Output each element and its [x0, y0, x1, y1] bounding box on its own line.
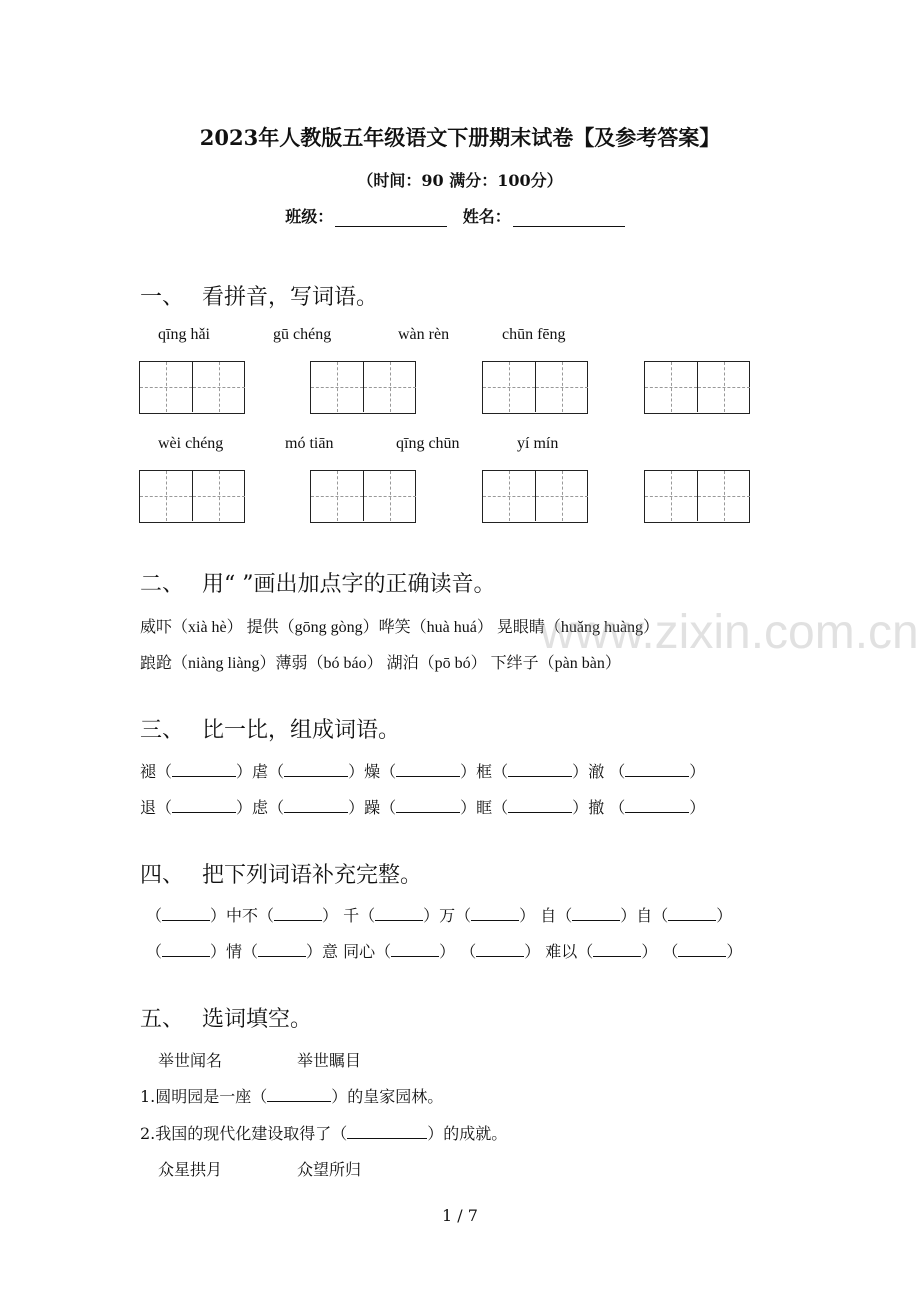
pinyin-label: qīng chūn	[396, 435, 460, 452]
pinyin-label: yí mín	[517, 435, 559, 452]
answer-blank[interactable]	[508, 798, 572, 813]
char: 虐	[252, 762, 269, 781]
answer-blank[interactable]	[258, 942, 306, 957]
section-title: 用“ ”画出加点字的正确读音。	[202, 572, 496, 597]
page-number: 1 / 7	[442, 1206, 478, 1225]
answer-blank[interactable]	[668, 906, 716, 921]
tianzige-box[interactable]	[644, 361, 750, 414]
tianzige-box[interactable]	[139, 470, 245, 523]
answer-blank[interactable]	[572, 906, 620, 921]
tianzige-box[interactable]	[139, 361, 245, 414]
question-1: 1.圆明园是一座（ ）的皇家园林。	[140, 1087, 444, 1106]
pinyin-label: qīng hǎi	[158, 326, 210, 343]
tianzige-box[interactable]	[310, 361, 416, 414]
pinyin-label: wàn rèn	[398, 326, 450, 343]
section-title: 选词填空。	[202, 1007, 313, 1032]
answer-blank[interactable]	[476, 942, 524, 957]
answer-blank[interactable]	[593, 942, 641, 957]
word-choice-2: 举世瞩目	[297, 1051, 362, 1070]
section-5-heading	[140, 1002, 312, 1033]
answer-blank[interactable]	[267, 1087, 331, 1102]
answer-blank[interactable]	[172, 762, 236, 777]
tianzige-box[interactable]	[482, 361, 588, 414]
section-number: 五、	[140, 1007, 185, 1032]
char: 眶	[476, 798, 493, 817]
compare-row-2: 退（ ）虑（ ）躁（ ）眶（ ）撤 （ ）	[140, 798, 706, 817]
answer-blank[interactable]	[625, 798, 689, 813]
word-choice-3: 众星拱月	[158, 1160, 223, 1179]
student-info-line	[0, 204, 920, 227]
section-2-heading	[140, 567, 496, 598]
section-number: 二、	[140, 572, 185, 597]
answer-blank[interactable]	[396, 798, 460, 813]
answer-blank[interactable]	[678, 942, 726, 957]
word-choice-4: 众望所归	[297, 1160, 362, 1179]
name-blank[interactable]	[513, 208, 625, 227]
answer-blank[interactable]	[508, 762, 572, 777]
tianzige-box[interactable]	[482, 470, 588, 523]
question-2: 2.我国的现代化建设取得了（ ）的成就。	[140, 1124, 508, 1143]
watermark: www.zixin.com.cn	[540, 606, 919, 659]
document-title: 2023年人教版五年级语文下册期末试卷【及参考答案】	[199, 125, 721, 150]
answer-blank[interactable]	[471, 906, 519, 921]
section-title: 看拼音，写词语。	[202, 285, 379, 310]
pinyin-label: mó tiān	[285, 435, 334, 452]
section-number: 一、	[140, 285, 185, 310]
pinyin-label: gū chéng	[273, 326, 332, 343]
answer-blank[interactable]	[274, 906, 322, 921]
pinyin-label: chūn fēng	[502, 326, 566, 343]
tianzige-box[interactable]	[310, 470, 416, 523]
char: 褪	[140, 762, 157, 781]
answer-blank[interactable]	[375, 906, 423, 921]
idiom-row-2: （ ）情（ ）意 同心（ ） （ ） 难以（ ） （ ）	[146, 942, 743, 961]
section-number: 四、	[140, 863, 185, 888]
char: 澈	[588, 762, 610, 781]
reading-line-2: 踉跄（niàng liàng）薄弱（bó báo） 湖泊（pō bó） 下绊子（pàn bàn）	[140, 655, 621, 672]
char: 退	[140, 798, 157, 817]
section-title: 比一比，组成词语。	[202, 718, 401, 743]
char: 撤	[588, 798, 610, 817]
exam-info: （时间：90 满分：100分）	[357, 171, 563, 190]
idiom-row-1: （ ）中不（ ） 千（ ）万（ ） 自（ ）自（ ）	[146, 906, 733, 925]
tianzige-box[interactable]	[644, 470, 750, 523]
section-4-heading	[140, 858, 422, 889]
section-number: 三、	[140, 718, 185, 743]
compare-row-1: 褪（ ）虐（ ）燥（ ）框（ ）澈 （ ）	[140, 762, 706, 781]
reading-line-1: 威吓（xià hè） 提供（gōng gòng）哗笑（huà huá） 晃眼睛（huǎng huàng）	[140, 619, 660, 636]
class-blank[interactable]	[335, 208, 447, 227]
pinyin-label: wèi chéng	[158, 435, 224, 452]
section-1-heading	[140, 280, 378, 311]
char: 燥	[364, 762, 381, 781]
answer-blank[interactable]	[396, 762, 460, 777]
section-3-heading	[140, 713, 400, 744]
char: 躁	[364, 798, 381, 817]
class-label: 班级：	[285, 207, 334, 226]
answer-blank[interactable]	[347, 1124, 427, 1139]
answer-blank[interactable]	[172, 798, 236, 813]
answer-blank[interactable]	[391, 942, 439, 957]
answer-blank[interactable]	[284, 762, 348, 777]
name-label: 姓名：	[462, 207, 511, 226]
answer-blank[interactable]	[625, 762, 689, 777]
char: 虑	[252, 798, 269, 817]
answer-blank[interactable]	[284, 798, 348, 813]
section-title: 把下列词语补充完整。	[202, 863, 423, 888]
char: 框	[476, 762, 493, 781]
answer-blank[interactable]	[162, 906, 210, 921]
word-choice-1: 举世闻名	[158, 1051, 223, 1070]
answer-blank[interactable]	[162, 942, 210, 957]
